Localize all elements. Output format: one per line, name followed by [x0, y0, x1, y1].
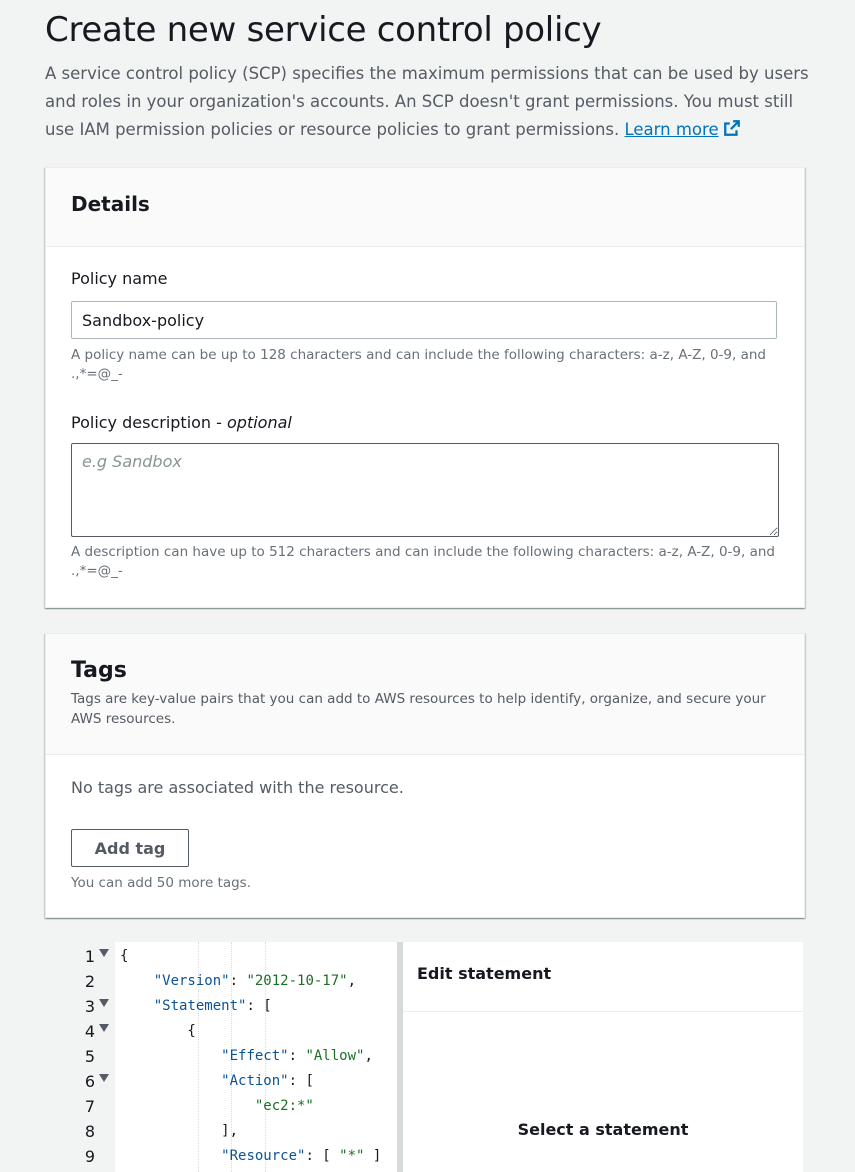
code-line[interactable]: [45, 1045, 397, 1070]
fold-arrow-icon[interactable]: [99, 949, 109, 957]
line-number: 9: [84, 1147, 95, 1166]
line-number: 4: [84, 1022, 95, 1041]
code-text: "ec2:*": [254, 1098, 314, 1114]
select-statement-message: Select a statement: [517, 1120, 689, 1139]
statement-panel: [403, 942, 803, 1172]
policy-description-hint: A description can have up to 512 characters and can include the following characters: a-z, A-Z, 0-9, and .,*=@_-: [71, 544, 775, 579]
code-text: {: [120, 1023, 196, 1039]
external-link-icon[interactable]: [723, 118, 741, 146]
code-text: "Resource": [ "*" ]: [221, 1148, 382, 1164]
page-title: Create new service control policy: [45, 10, 602, 50]
json-code-editor[interactable]: [45, 942, 397, 1172]
code-line[interactable]: [45, 1095, 397, 1120]
tags-hint: You can add 50 more tags.: [71, 875, 251, 891]
optional-label: optional: [227, 413, 292, 432]
policy-editor: [45, 942, 803, 1172]
page-description-text: A service control policy (SCP) specifies the maximum permissions that can be used by users and roles in your organization's accounts. An SCP doesn't grant permissions. You must still use IAM permission policies or resource policies to grant permissions.: [45, 64, 809, 139]
learn-more-label: Learn more: [624, 120, 719, 139]
code-text: "Action": [: [221, 1073, 314, 1089]
details-header: [46, 168, 804, 247]
code-line[interactable]: [45, 1120, 397, 1145]
policy-name-hint: A policy name can be up to 128 characters and can include the following characters: a-z, A-Z, 0-9, and .,*=@_-: [71, 347, 766, 382]
policy-name-input[interactable]: [71, 301, 777, 339]
fold-arrow-icon[interactable]: [99, 999, 109, 1007]
code-text: "Effect": "Allow",: [221, 1048, 373, 1064]
code-line[interactable]: [45, 1145, 397, 1170]
add-tag-button[interactable]: Add tag: [71, 829, 189, 867]
fold-arrow-icon[interactable]: [99, 1024, 109, 1032]
code-line[interactable]: [45, 945, 397, 970]
line-number: 8: [84, 1122, 95, 1141]
description-label-text: Policy description -: [71, 413, 228, 432]
code-line[interactable]: [45, 970, 397, 995]
no-tags-message: No tags are associated with the resource.: [71, 778, 404, 797]
code-line[interactable]: [45, 1070, 397, 1095]
line-number: 5: [84, 1047, 95, 1066]
code-line[interactable]: [45, 1020, 397, 1045]
line-number: 1: [84, 947, 95, 966]
page-description: [45, 60, 815, 146]
line-number: 7: [84, 1097, 95, 1116]
policy-description-label: [71, 413, 292, 432]
tags-header: [46, 634, 804, 755]
edit-statement-header: Edit statement: [403, 942, 803, 1012]
tags-description: Tags are key-value pairs that you can add to AWS resources to help identify, organize, and secure your AWS resources.: [71, 691, 766, 727]
policy-name-label: Policy name: [71, 269, 168, 288]
details-heading: Details: [71, 192, 150, 216]
code-text: ],: [120, 1123, 239, 1139]
code-text: {: [120, 948, 129, 964]
fold-arrow-icon[interactable]: [99, 1074, 109, 1082]
tags-panel: [45, 633, 805, 918]
learn-more-link[interactable]: [625, 120, 719, 139]
line-number: 2: [84, 972, 95, 991]
line-number: 6: [84, 1072, 95, 1091]
details-panel: [45, 167, 805, 608]
code-text: "Statement": [: [153, 998, 272, 1014]
policy-description-input[interactable]: [71, 443, 779, 537]
line-number: 3: [84, 997, 95, 1016]
tags-heading: Tags: [71, 658, 127, 683]
code-line[interactable]: [45, 995, 397, 1020]
code-text: "Version": "2012-10-17",: [153, 973, 357, 989]
